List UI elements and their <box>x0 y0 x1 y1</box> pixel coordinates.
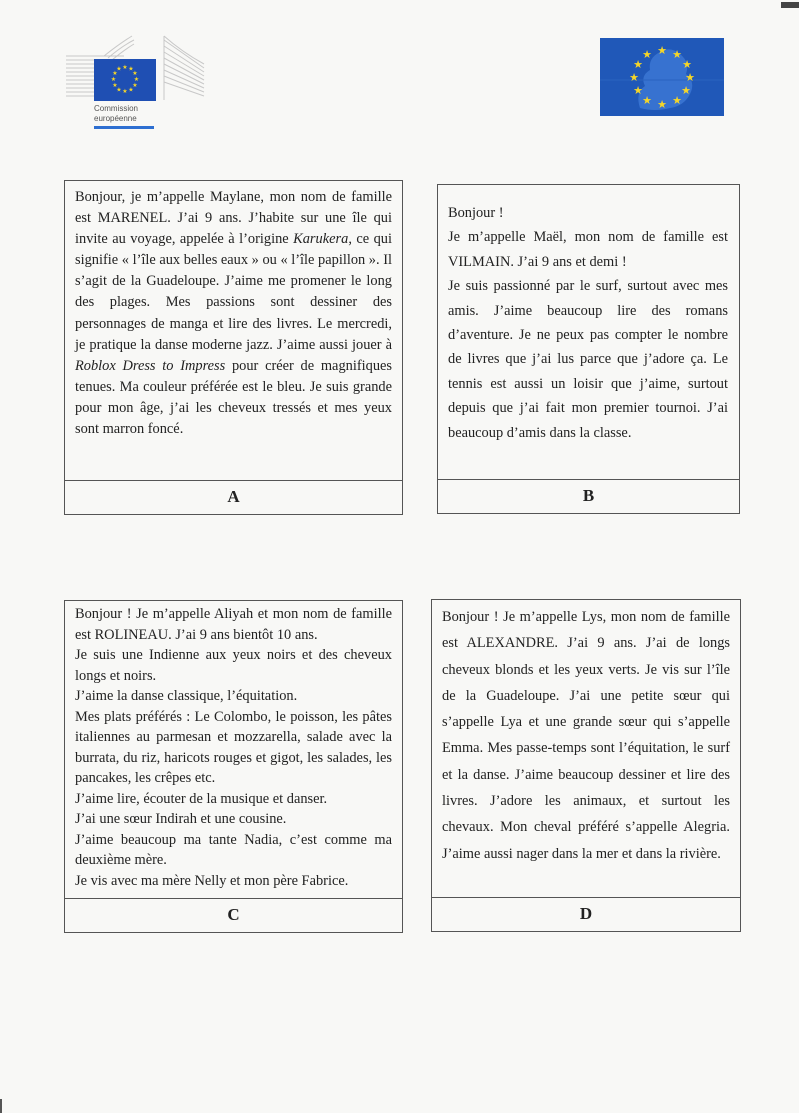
ec-logo-underline <box>94 126 154 129</box>
svg-text:★: ★ <box>116 86 122 94</box>
svg-text:★: ★ <box>132 70 138 77</box>
profile-card-a <box>64 180 403 515</box>
text-segment: Bonjour, je m’appelle Maylane, mon nom de famille est MARENEL. J’ai 9 ans. J’habite sur une île qui invite au voyage, appelée à l’origine <box>75 189 392 248</box>
card-d-paragraph: Bonjour ! Je m’appelle Lys, mon nom de famille est ALEXANDRE. J’ai 9 ans. J’ai de longs cheveux blonds et les yeux verts. Je vis sur l’île de la Guadeloupe. J’ai une petite sœur qui s’appelle Lya et une grande sœur qui s’appelle Emma. Mes passe-temps sont l’équitation, le surf et la danse. J’aime beaucoup dessiner et lire des livres. J’adore les animaux, et surtout les chevaux. Mon cheval préféré s’appelle Alegria. J’aime aussi nager dans la mer et dans la rivière. <box>442 609 730 862</box>
card-c-paragraph: Mes plats préférés : Le Colombo, le poisson, les pâtes italiennes au parmesan et mozzarella, salade avec la burrata, du riz, haricots rouges et gigot, les salades, les pancakes, les crêpes etc. <box>75 708 392 786</box>
svg-text:★: ★ <box>672 94 682 107</box>
svg-text:★: ★ <box>681 84 691 97</box>
europe-map-icon <box>600 38 724 116</box>
card-d-label: D <box>432 897 740 931</box>
eu-flag-icon <box>94 59 156 101</box>
scan-edge-mark <box>781 2 799 8</box>
eu-stars-icon <box>94 59 156 101</box>
card-a-paragraph <box>75 187 392 440</box>
svg-text:★: ★ <box>110 76 117 83</box>
card-c-paragraph: Je suis une Indienne aux yeux noirs et des cheveux longs et noirs. <box>75 647 392 684</box>
card-b-paragraph: Je m’appelle Maël, mon nom de famille est VILMAIN. J’ai 9 ans et demi ! <box>448 229 728 270</box>
card-c-paragraph: Bonjour ! Je m’appelle Aliyah et mon nom de famille est ROLINEAU. J’ai 9 ans bientôt 10 ans. <box>75 606 392 643</box>
eu-flag-map-logo <box>600 38 724 116</box>
svg-text:★: ★ <box>128 86 134 94</box>
card-b-text <box>438 185 739 445</box>
svg-text:★: ★ <box>672 48 682 61</box>
text-segment: , ce qui signifie « l’île aux belles eaux » ou « l’île papillon ». Il s’agit de la Guadeloupe. J’aime me promener le long des plages. Mes passions sont dessiner des personnages de manga et lire des livres. Le mercredi, je pratique la danse moderne jazz. J’aime aussi jouer à <box>75 231 392 353</box>
svg-text:★: ★ <box>633 58 643 71</box>
card-c-label: C <box>65 898 402 932</box>
svg-text:★: ★ <box>657 98 667 111</box>
european-commission-logo <box>64 34 206 130</box>
text-segment: pour créer de magnifiques tenues. Ma couleur préférée est le bleu. Je suis grande pour mon âge, j’ai les cheveux tressés et mes yeux sont marron foncé. <box>75 357 392 438</box>
card-c-paragraph: J’aime lire, écouter de la musique et danser. <box>75 790 328 807</box>
card-b-paragraph: Bonjour ! <box>448 205 504 221</box>
svg-text:★: ★ <box>112 82 118 89</box>
profile-card-c <box>64 600 403 933</box>
svg-text:★: ★ <box>629 71 639 84</box>
svg-text:★: ★ <box>657 44 667 57</box>
profile-card-b <box>437 184 740 514</box>
svg-text:★: ★ <box>128 65 134 73</box>
italic-text-segment: Roblox Dress to Impress <box>75 357 226 374</box>
card-a-text <box>65 181 402 440</box>
svg-text:★: ★ <box>642 48 652 61</box>
ec-text-line2: européenne <box>94 114 137 123</box>
card-a-label: A <box>65 480 402 514</box>
svg-text:★: ★ <box>116 65 122 73</box>
card-b-label: B <box>438 479 739 513</box>
svg-text:★: ★ <box>132 82 138 89</box>
card-c-paragraph: J’ai une sœur Indirah et une cousine. <box>75 811 287 827</box>
ec-logo-text <box>94 104 138 124</box>
svg-text:★: ★ <box>122 88 128 95</box>
card-c-text <box>65 601 402 891</box>
card-b-paragraph: Je suis passionné par le surf, surtout avec mes amis. J’aime beaucoup lire des romans d’aventure. Je ne peux pas compter le nombre de livres que j’ai lus parce que j’adore ça. Le tennis est aussi un loisir que j’aime, surtout depuis que j’ai fait mon premier tournoi. J’ai beaucoup d’amis dans la classe. <box>448 278 728 441</box>
svg-text:★: ★ <box>685 71 695 84</box>
svg-text:★: ★ <box>642 94 652 107</box>
scan-edge-mark <box>0 1099 2 1113</box>
svg-text:★: ★ <box>122 64 128 71</box>
ec-text-line1: Commission <box>94 104 139 113</box>
card-c-paragraph: Je vis avec ma mère Nelly et mon père Fabrice. <box>75 872 349 889</box>
italic-text-segment: Karukera <box>293 231 349 248</box>
card-c-paragraph: J’aime la danse classique, l’équitation. <box>75 688 298 704</box>
profile-card-d <box>431 599 741 932</box>
card-d-text <box>432 600 740 867</box>
svg-text:★: ★ <box>682 58 692 71</box>
svg-text:★: ★ <box>112 70 118 77</box>
svg-text:★: ★ <box>633 84 643 97</box>
card-c-paragraph: J’aime beaucoup ma tante Nadia, c’est comme ma deuxième mère. <box>75 831 392 868</box>
svg-text:★: ★ <box>133 76 140 83</box>
